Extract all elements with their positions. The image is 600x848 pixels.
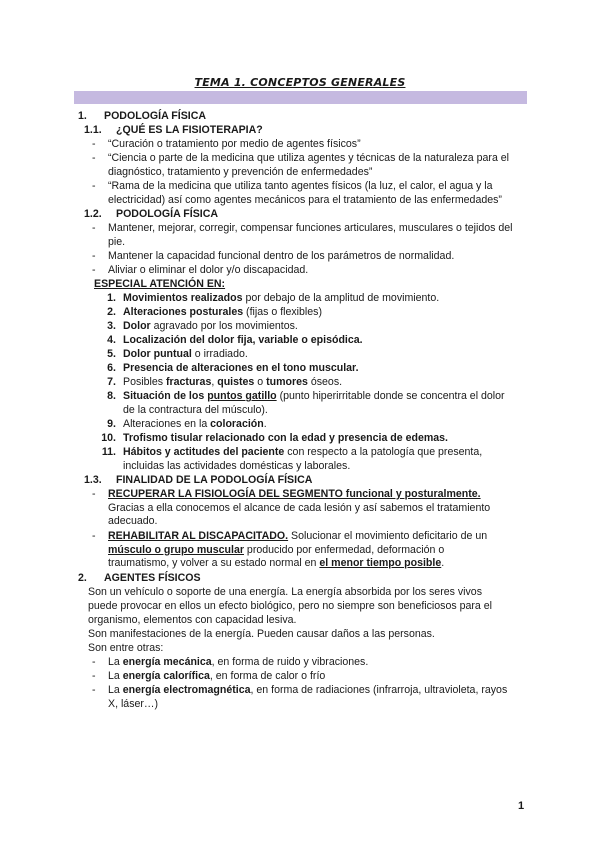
list-number: 3. <box>107 320 116 332</box>
paragraph-line: organismo, elementos con capacidad lesiva. <box>88 614 297 626</box>
list-number: 6. <box>107 362 116 374</box>
objective-3: Aliviar o eliminar el dolor y/o discapacidad. <box>108 264 309 276</box>
paragraph-line: Son manifestaciones de la energía. Pueden causar daños a las personas. <box>88 628 435 640</box>
paragraph-line: Son entre otras: <box>88 642 164 654</box>
list-number: 7. <box>107 376 116 388</box>
bullet-dash: - <box>92 138 96 150</box>
list-item: Movimientos realizados por debajo de la amplitud de movimiento. <box>123 292 440 304</box>
bullet-dash: - <box>92 488 96 500</box>
title-band <box>74 91 527 104</box>
definition-3: “Rama de la medicina que utiliza tanto agentes físicos (la luz, el calor, el agua y la electricidad) así como agentes mecánicos para el tratamiento de las enfermedades” <box>108 180 502 206</box>
list-number: 5. <box>107 348 116 360</box>
list-number: 4. <box>107 334 116 346</box>
objective-2: Mantener la capacidad funcional dentro de los parámetros de normalidad. <box>108 250 455 262</box>
document-title: TEMA 1. CONCEPTOS GENERALES <box>194 76 406 89</box>
energy-item: La energía mecánica, en forma de ruido y vibraciones. <box>108 656 369 668</box>
bullet-dash: - <box>92 670 96 682</box>
list-item: Presencia de alteraciones en el tono muscular. <box>123 362 359 374</box>
list-item: Situación de los puntos gatillo (punto hiperirritable donde se concentra el dolor de la contractura del músculo). <box>123 390 505 416</box>
list-item: Dolor puntual o irradiado. <box>123 348 248 360</box>
bullet-dash: - <box>92 684 96 696</box>
bullet-dash: - <box>92 264 96 276</box>
page-number: 1 <box>518 800 525 812</box>
definition-1: “Curación o tratamiento por medio de agentes físicos” <box>108 138 361 150</box>
objective-1: Mantener, mejorar, corregir, compensar funciones articulares, musculares o tejidos del pie. <box>108 222 513 248</box>
list-item: Alteraciones en la coloración. <box>123 418 267 430</box>
subsection-1-2-heading: PODOLOGÍA FÍSICA <box>116 208 219 220</box>
especial-heading: ESPECIAL ATENCIÓN EN: <box>94 278 226 290</box>
finalidad-1: RECUPERAR LA FISIOLOGÍA DEL SEGMENTO funcional y posturalmente. Gracias a ella conocemos el alcance de cada lesión y así sabemos el tratamiento adecuado. <box>108 488 491 528</box>
paragraph-line: puede provocar en ellos un efecto biológico, pero no siempre son beneficiosos para el <box>88 600 492 612</box>
subsection-1-3-heading: FINALIDAD DE LA PODOLOGÍA FÍSICA <box>116 474 313 486</box>
subsection-1-1-number: 1.1. <box>84 124 102 136</box>
section-2-heading: AGENTES FÍSICOS <box>104 572 201 584</box>
bullet-dash: - <box>92 152 96 164</box>
subsection-1-3-number: 1.3. <box>84 474 102 486</box>
section-1-number: 1. <box>78 110 87 122</box>
section-1-heading: PODOLOGÍA FÍSICA <box>104 110 207 122</box>
list-item: Posibles fracturas, quistes o tumores óseos. <box>123 376 343 388</box>
list-item: Hábitos y actitudes del paciente con respecto a la patología que presenta, incluidas las actividades domésticas y laborales. <box>123 446 483 472</box>
list-item: Alteraciones posturales (fijas o flexibles) <box>123 306 322 318</box>
list-item: Localización del dolor fija, variable o episódica. <box>123 334 363 346</box>
energy-item: La energía electromagnética, en forma de radiaciones (infrarroja, ultravioleta, rayos X, láser…) <box>108 684 508 710</box>
section-2-number: 2. <box>78 572 87 584</box>
bullet-dash: - <box>92 656 96 668</box>
bullet-dash: - <box>92 530 96 542</box>
definition-2: “Ciencia o parte de la medicina que utiliza agentes y técnicas de la naturaleza para el diagnóstico, tratamiento y prevención de enfermedades” <box>108 152 510 178</box>
paragraph-line: Son un vehículo o soporte de una energía. La energía absorbida por los seres vivos <box>88 586 482 598</box>
finalidad-2: REHABILITAR AL DISCAPACITADO. Solucionar el movimiento deficitario de un músculo o grupo muscular producido por enfermedad, deformación o traumatismo, y volver a su estado normal en el menor tiempo posible. <box>108 530 488 570</box>
list-item: Dolor agravado por los movimientos. <box>123 320 298 332</box>
list-number: 9. <box>107 418 116 430</box>
list-number: 10. <box>101 432 116 444</box>
list-number: 8. <box>107 390 116 402</box>
list-number: 11. <box>101 446 116 458</box>
subsection-1-2-number: 1.2. <box>84 208 102 220</box>
list-number: 1. <box>107 292 116 304</box>
list-item: Trofismo tisular relacionado con la edad y presencia de edemas. <box>123 432 448 444</box>
energy-item: La energía calorífica, en forma de calor o frío <box>108 670 326 682</box>
bullet-dash: - <box>92 180 96 192</box>
subsection-1-1-heading: ¿QUÉ ES LA FISIOTERAPIA? <box>116 124 263 136</box>
bullet-dash: - <box>92 222 96 234</box>
list-number: 2. <box>107 306 116 318</box>
bullet-dash: - <box>92 250 96 262</box>
